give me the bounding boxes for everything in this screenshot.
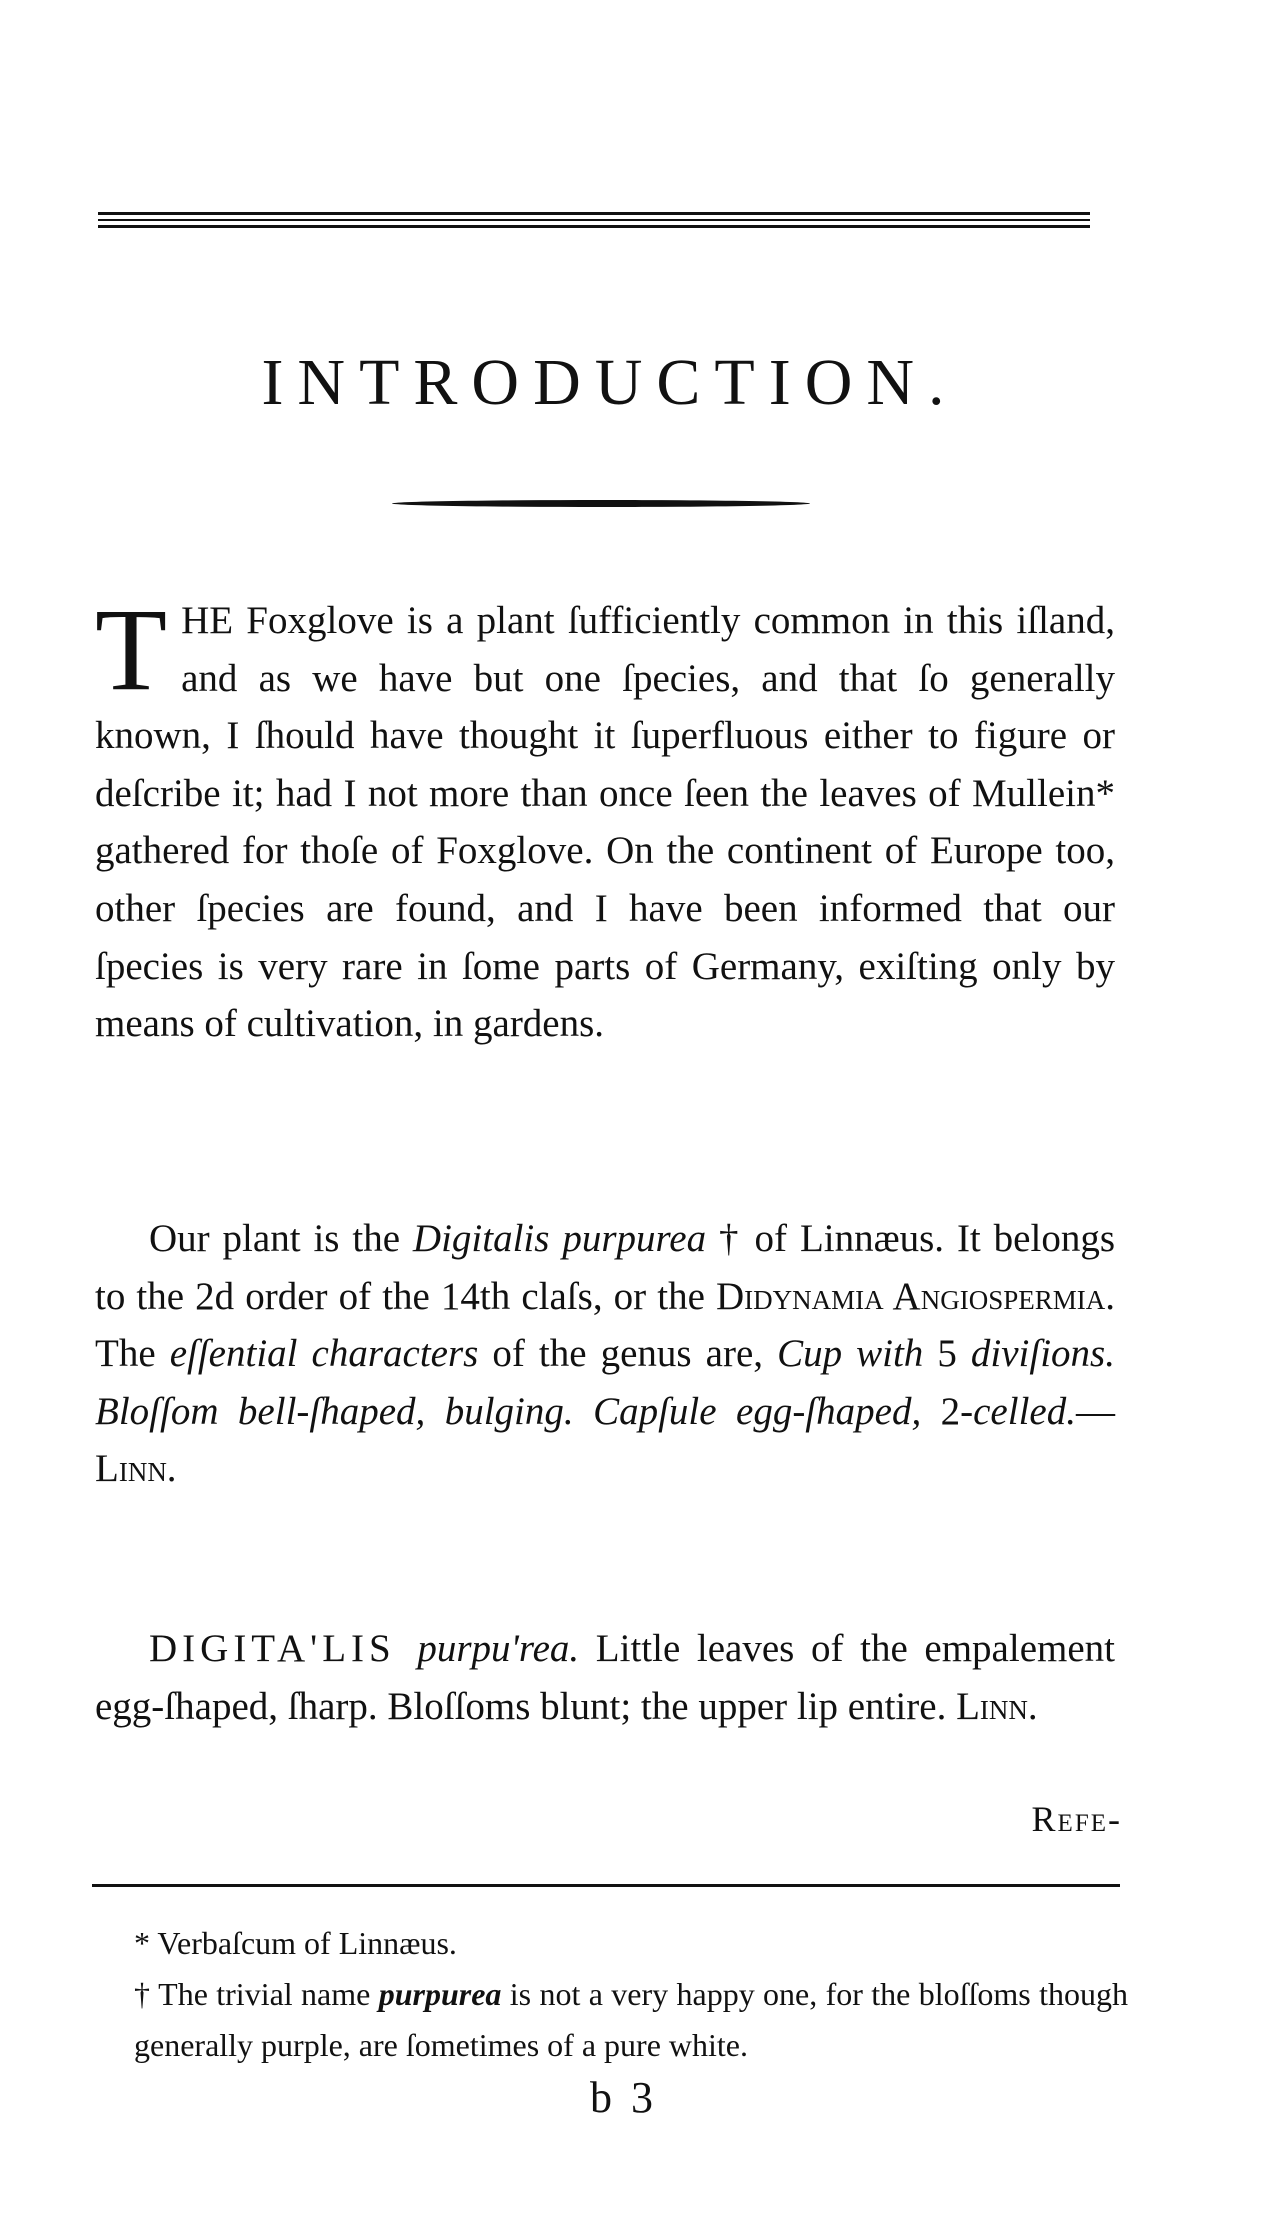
paragraph-3	[95, 1620, 1115, 1735]
p2-italic-celled: celled.	[973, 1389, 1076, 1433]
p2-text-5: 5	[923, 1332, 971, 1376]
p2-text-3: The	[95, 1332, 170, 1376]
p2-italic-essential: eſſential characters	[169, 1332, 479, 1376]
header-double-rule	[98, 212, 1090, 228]
p2-smallcaps-linn: Linn.	[95, 1447, 177, 1491]
footnote-2-italic: purpurea	[378, 1976, 502, 2012]
title-ornament-rule	[392, 500, 810, 507]
p2-text-4: of the genus are,	[478, 1332, 778, 1376]
p3-smallcaps-linn: Linn.	[956, 1684, 1038, 1728]
paragraph-2	[95, 1210, 1115, 1498]
footnote-2-text-b: is not a very happy one, for the bloſſoms though generally purple, are ſometimes of a pure white.	[134, 1976, 1128, 2063]
p3-italic-species: purpu'rea.	[417, 1627, 580, 1670]
drop-cap: T	[95, 584, 168, 715]
footnote-2-text-a: † The trivial name	[134, 1976, 379, 2012]
footnote-2	[92, 1969, 1128, 2071]
paragraph-1	[95, 584, 1115, 1053]
signature-mark: b 3	[590, 2073, 657, 2122]
p2-text-6: 2-	[921, 1389, 974, 1433]
p3-genus: DIGITA'LIS	[149, 1627, 418, 1670]
page-title: INTRODUCTION.	[261, 346, 959, 419]
p2-italic-species: Digitalis purpurea	[412, 1217, 707, 1260]
p2-italic-cup: Cup with	[777, 1332, 924, 1376]
footnotes	[92, 1918, 1128, 2071]
p2-smallcaps-class: Didynamia Angiospermia.	[715, 1274, 1115, 1318]
footnote-1: * Verbaſcum of Linnæus.	[134, 1925, 457, 1961]
p2-italic-blossom: diviſions. Bloſſom bell-ſhaped, bulging. Capſule egg-ſhaped,	[95, 1332, 1115, 1433]
footnote-rule	[92, 1884, 1120, 1887]
p3-text: Little leaves of the empalement egg-ſhaped, ſharp. Bloſſoms blunt; the upper lip entire.	[95, 1627, 1115, 1728]
p2-text-1: Our plant is the	[149, 1217, 413, 1260]
catchword: Refe-	[1031, 1799, 1122, 1839]
p2-dash: —	[1075, 1389, 1115, 1433]
paragraph-1-text: HE Foxglove is a plant ſufficiently common in this iſland, and as we have but one ſpecies, and that ſo generally known, I ſhould have thought it ſuperfluous either to figure or deſcribe it; had I not more than once ſeen the leaves of Mullein* gathered for thoſe of Foxglove. On the continent of Europe too, other ſpecies are found, and I have been informed that our ſpecies is very rare in ſome parts of Germany, exiſting only by means of cultivation, in gardens.	[95, 599, 1115, 1046]
p2-text-2: † of Linnæus. It belongs to the 2d order of the 14th claſs, or the	[95, 1217, 1115, 1318]
